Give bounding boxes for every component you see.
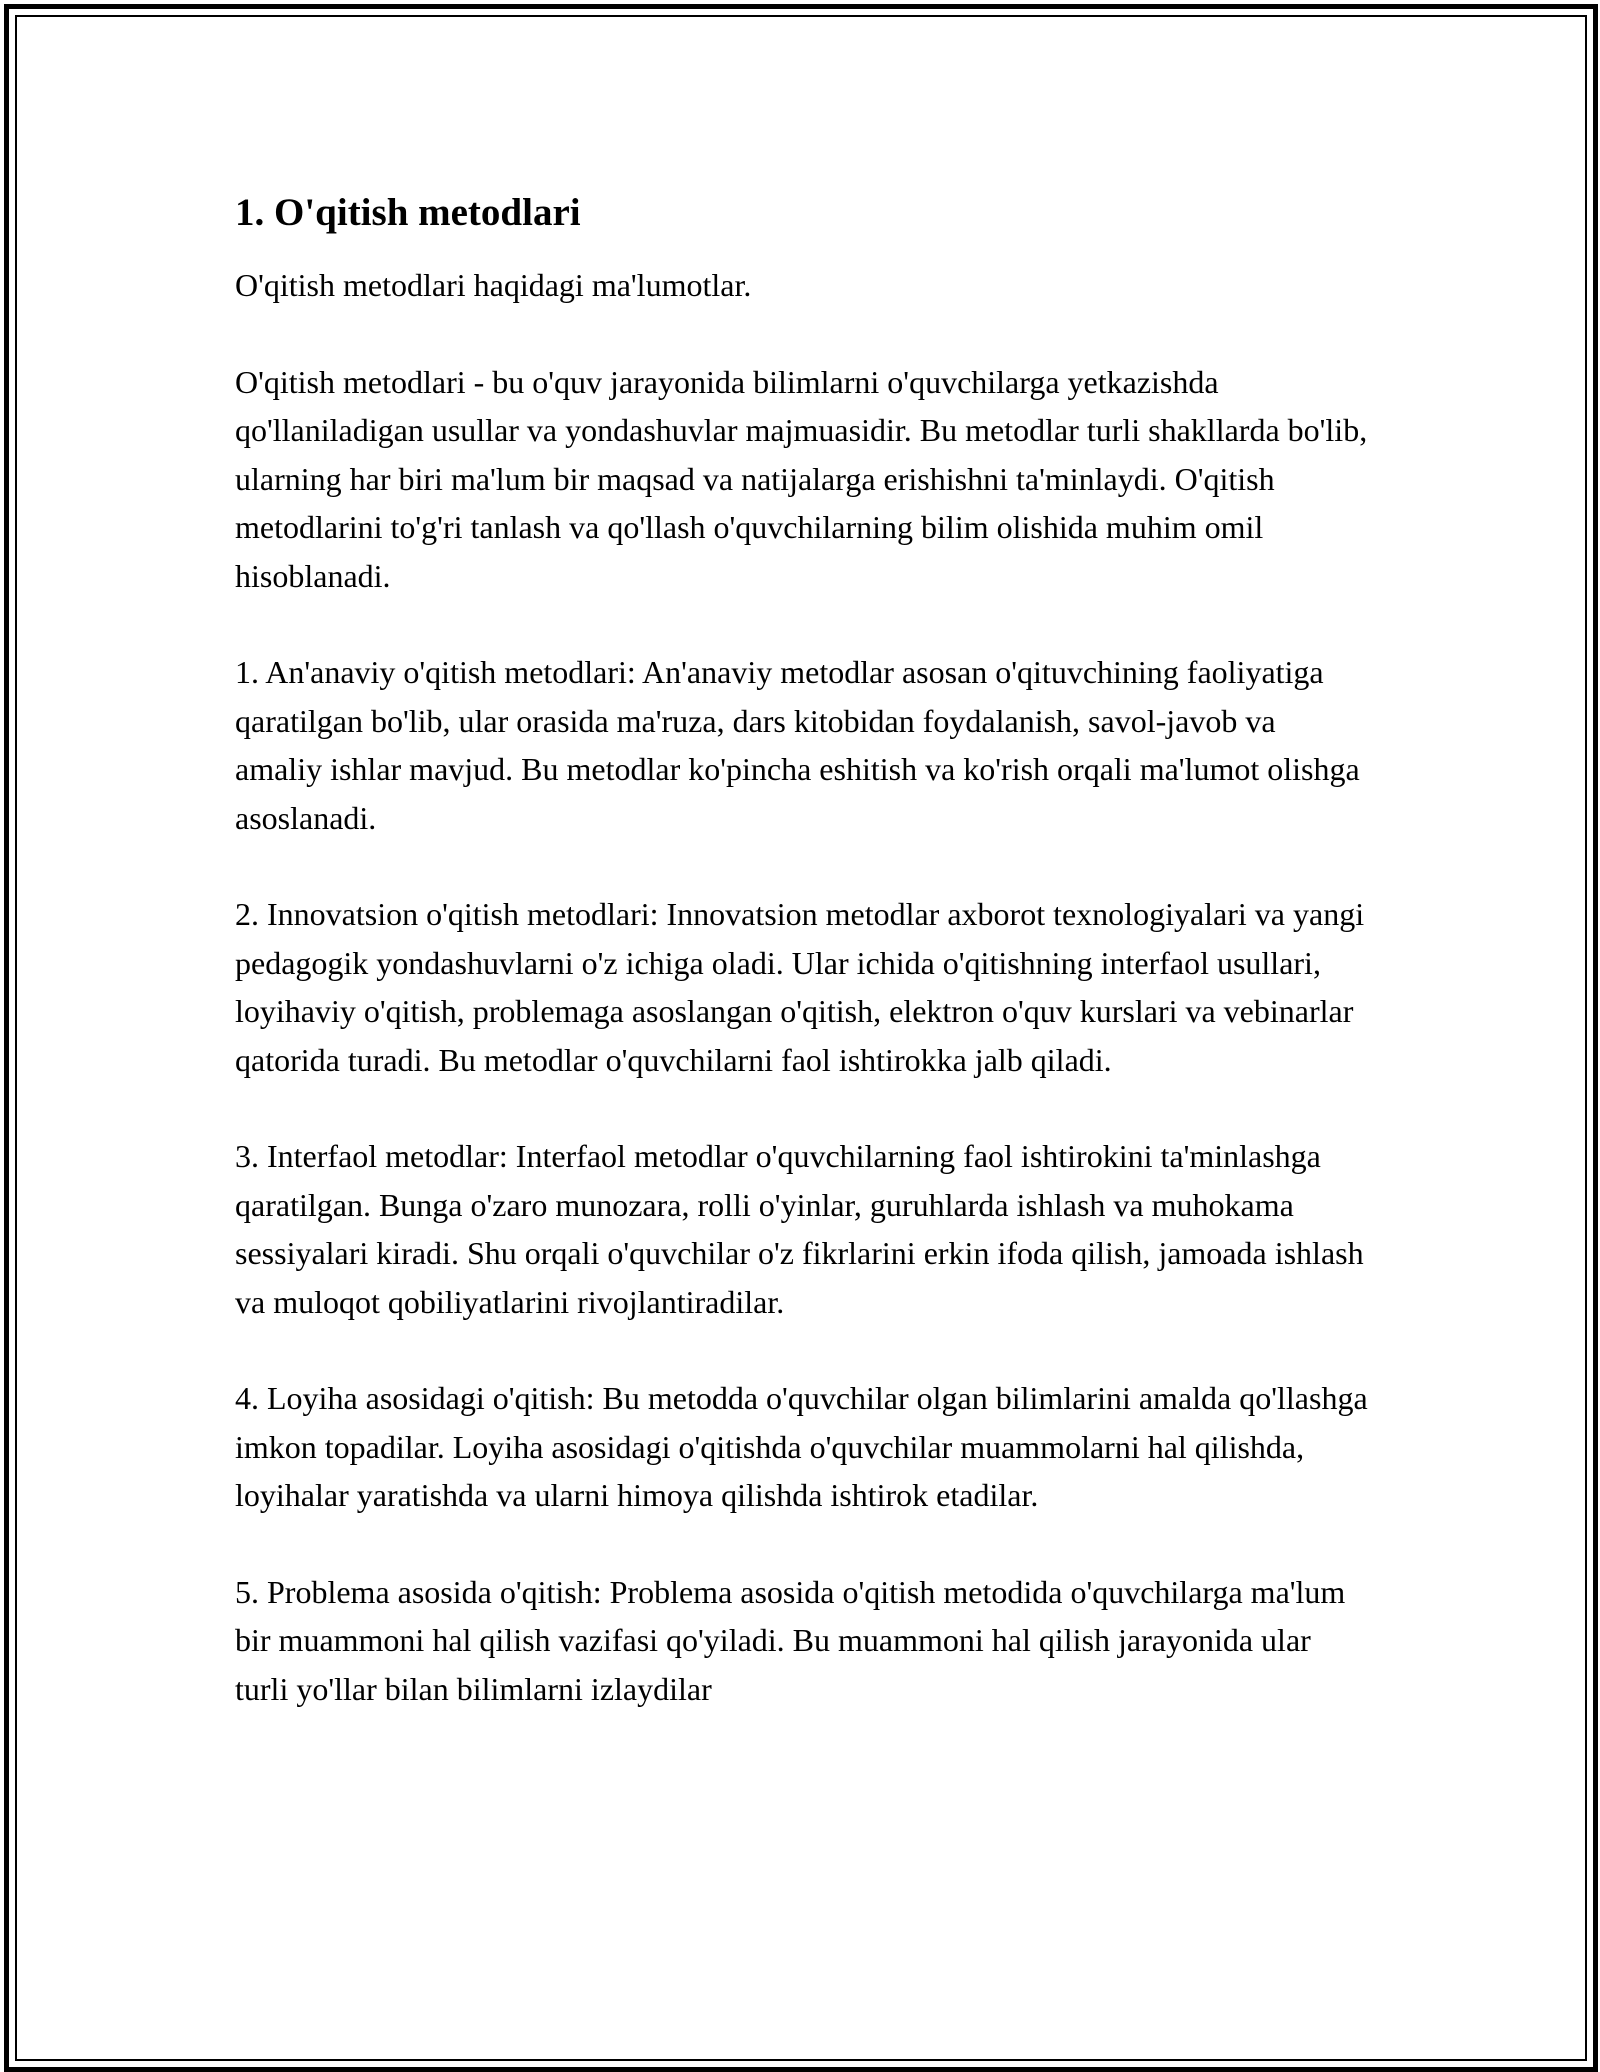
document-title: 1. O'qitish metodlari <box>235 191 581 234</box>
paragraph-project-based-learning: 4. Loyiha asosidagi o'qitish: Bu metodda o'quvchilar olgan bilimlarini amalda qo'llashga imkon topadilar. Loyiha asosidagi o'qitishda o'quvchilar muammolarni hal qilishda, loyihalar yaratishda va ularni himoya qilishda ishtirok etadilar. <box>235 1380 1368 1513</box>
document-body <box>235 185 1370 1761</box>
paragraph-intro: O'qitish metodlari - bu o'quv jarayonida bilimlarni o'quvchilarga yetkazishda qo'llaniladigan usullar va yondashuvlar majmuasidir. Bu metodlar turli shakllarda bo'lib, ularning har biri ma'lum bir maqsad va natijalarga erishishni ta'minlaydi. O'qitish metodlarini to'g'ri tanlash va qo'llash o'quvchilarning bilim olishida muhim omil hisoblanadi. <box>235 363 1368 594</box>
paragraph-traditional-methods: 1. An'anaviy o'qitish metodlari: An'anaviy metodlar asosan o'qituvchining faoliyatiga qaratilgan bo'lib, ular orasida ma'ruza, dars kitobidan foydalanish, savol-javob va amaliy ishlar mavjud. Bu metodlar ko'pincha eshitish va ko'rish orqali ma'lumot olishga asoslanadi. <box>235 654 1360 836</box>
document-subtitle: O'qitish metodlari haqidagi ma'lumotlar. <box>235 267 752 303</box>
paragraph-interactive-methods: 3. Interfaol metodlar: Interfaol metodlar o'quvchilarning faol ishtirokini ta'minlashga qaratilgan. Bunga o'zaro munozara, rolli o'yinlar, guruhlarda ishlash va muhokama sessiyalari kiradi. Shu orqali o'quvchilar o'z fikrlarini erkin ifoda qilish, jamoada ishlash va muloqot qobiliyatlarini rivojlantiradilar. <box>235 1138 1364 1320</box>
paragraph-problem-based-learning: 5. Problema asosida o'qitish: Problema asosida o'qitish metodida o'quvchilarga ma'lum bir muammoni hal qilish vazifasi qo'yiladi. Bu muammoni hal qilish jarayonida ular turli yo'llar bilan bilimlarni izlaydilar <box>235 1573 1346 1707</box>
paragraph-innovative-methods: 2. Innovatsion o'qitish metodlari: Innovatsion metodlar axborot texnologiyalari va yangi pedagogik yondashuvlarni o'z ichiga oladi. Ular ichida o'qitishning interfaol usullari, loyihaviy o'qitish, problemaga asoslangan o'qitish, elektron o'quv kurslari va vebinarlar qatorida turadi. Bu metodlar o'quvchilarni faol ishtirokka jalb qiladi. <box>235 896 1365 1078</box>
